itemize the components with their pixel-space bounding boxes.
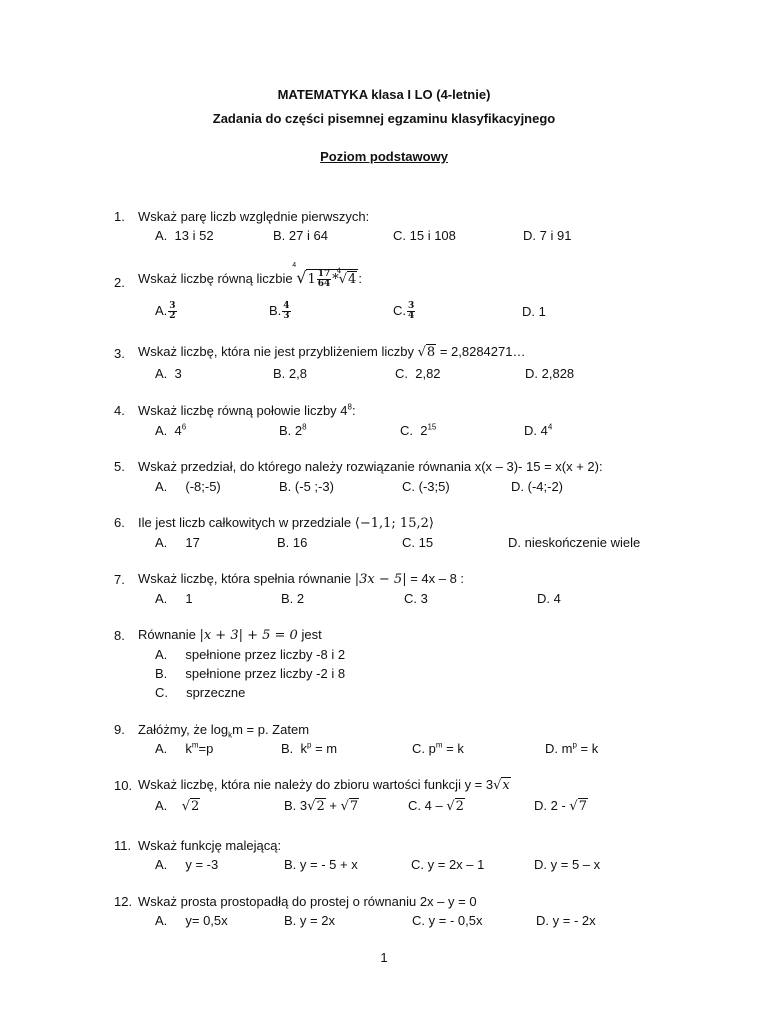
- question-text: Wskaż przedział, do którego należy rozwiązanie równania x(x – 3)- 15 = x(x + 2):: [138, 459, 603, 474]
- question-2: [0, 262, 768, 324]
- option-a: A. 3: [155, 366, 182, 381]
- question-6: [0, 515, 768, 555]
- option-c: C. y = - 0,5x: [412, 913, 483, 928]
- option-a: A. y= 0,5x: [155, 913, 228, 928]
- question-number: 8.: [114, 628, 125, 643]
- question-number: 3.: [114, 346, 125, 361]
- option-d: D. 2 - √7: [534, 798, 587, 814]
- option-d: D. $4^4$: [524, 422, 553, 438]
- question-number: 12.: [114, 894, 133, 909]
- option-d: D. $m^p = k$: [545, 740, 599, 756]
- option-b: B. $2^8$: [279, 422, 307, 438]
- question-8: [0, 628, 768, 698]
- question-3: [0, 346, 768, 386]
- question-number: 5.: [114, 459, 125, 474]
- option-c: C. 2,82: [395, 366, 441, 381]
- option-c: C. $2^{15}$: [400, 422, 437, 438]
- option-d: D. 4: [537, 591, 561, 606]
- question-7: [0, 572, 768, 612]
- question-11: [0, 838, 768, 878]
- option-c: C. 3: [404, 591, 428, 606]
- option-c: C. $\frac{3}{4}$: [393, 301, 415, 321]
- option-b: B. (-5 ;-3): [279, 479, 334, 494]
- level-heading-text: Poziom podstawowy: [320, 149, 448, 164]
- question-number: 10.: [114, 778, 133, 793]
- question-text: Wskaż liczbę, która nie jest przybliżeniem liczby √8 = 2,8284271…: [138, 344, 526, 360]
- option-d: D. 7 i 91: [523, 228, 572, 243]
- option-d: D. 2,828: [525, 366, 575, 381]
- option-a: A. y = -3: [155, 857, 219, 872]
- question-text: Wskaż liczbę równą liczbie 4 √ 1 $\frac{17}{64}$ * 4 √4 :: [138, 262, 362, 289]
- document-title: MATEMATYKA klasa I LO (4-letnie): [277, 87, 491, 102]
- option-b: B. spełnione przez liczby -2 i 8: [155, 666, 346, 681]
- option-d: D. y = - 2x: [536, 913, 596, 928]
- option-c: C. 4 – √2: [408, 798, 464, 814]
- question-number: 9.: [114, 722, 125, 737]
- question-text: Wskaż liczbę równą połowie liczby $4^8$:: [138, 402, 356, 418]
- option-c: C. $p^m = k$: [412, 740, 464, 756]
- option-a: A. $k^m=p$: [155, 740, 214, 756]
- option-d: D. 1: [522, 304, 546, 319]
- option-c: C. 15: [402, 535, 434, 550]
- question-text: Ile jest liczb całkowitych w przedziale ⟨−1,1; 15,2⟩: [138, 515, 434, 531]
- question-number: 2.: [114, 275, 125, 290]
- question-number: 6.: [114, 515, 125, 530]
- option-b: B. $\frac{4}{3}$: [269, 301, 290, 321]
- question-text: Wskaż liczbę, która nie należy do zbioru wartości funkcji y = 3√x: [138, 777, 510, 793]
- question-5: [0, 459, 768, 499]
- question-number: 4.: [114, 403, 125, 418]
- option-a: A. $\frac{3}{2}$: [155, 301, 176, 321]
- document-subtitle: Zadania do części pisemnej egzaminu klasyfikacyjnego: [212, 111, 556, 126]
- question-10: [0, 778, 768, 818]
- page-number: 1: [380, 950, 388, 965]
- question-number: 7.: [114, 572, 125, 587]
- nested-root-expression: 4 √ 1 $\frac{17}{64}$ * 4 √4: [292, 262, 357, 289]
- question-text: Wskaż parę liczb względnie pierwszych:: [138, 209, 370, 224]
- option-b: B. 2: [281, 591, 305, 606]
- option-b: B. 27 i 64: [273, 228, 328, 243]
- option-b: B. y = 2x: [284, 913, 335, 928]
- option-a: A. (-8;-5): [155, 479, 221, 494]
- question-text: Wskaż funkcję malejącą:: [138, 838, 282, 853]
- option-b: B. 3√2 + √7: [284, 798, 359, 814]
- question-1: [0, 209, 768, 249]
- option-b: B. y = - 5 + x: [284, 857, 358, 872]
- question-4: [0, 403, 768, 443]
- option-b: B. $k^p = m$: [281, 740, 338, 756]
- question-text: Wskaż liczbę, która spełnia równanie |3x − 5| = 4x – 8 :: [138, 571, 465, 587]
- option-b: B. 2,8: [273, 366, 307, 381]
- option-a: A. spełnione przez liczby -8 i 2: [155, 647, 346, 662]
- question-number: 11.: [114, 838, 132, 853]
- option-a: A. 17: [155, 535, 200, 550]
- option-a: A. 1: [155, 591, 193, 606]
- level-heading: [0, 149, 768, 164]
- question-number: 1.: [114, 209, 125, 224]
- option-c: C. 15 i 108: [393, 228, 456, 243]
- question-text: Załóżmy, że $\log_km = p$. Zatem: [138, 722, 310, 740]
- option-a: A. $4^6$: [155, 422, 187, 438]
- question-9: [0, 722, 768, 762]
- option-d: D. y = 5 – x: [534, 857, 601, 872]
- option-b: B. 16: [277, 535, 308, 550]
- option-a: A. 13 i 52: [155, 228, 214, 243]
- option-d: D. (-4;-2): [511, 479, 564, 494]
- option-a: A. √2: [155, 798, 200, 814]
- option-c: C. y = 2x – 1: [411, 857, 485, 872]
- question-text: Wskaż prosta prostopadłą do prostej o równaniu 2x – y = 0: [138, 894, 477, 909]
- question-12: [0, 894, 768, 934]
- option-d: D. nieskończenie wiele: [508, 535, 641, 550]
- option-c: C. sprzeczne: [155, 685, 246, 700]
- option-c: C. (-3;5): [402, 479, 450, 494]
- question-text: Równanie |x + 3| + 5 = 0 jest: [138, 627, 322, 643]
